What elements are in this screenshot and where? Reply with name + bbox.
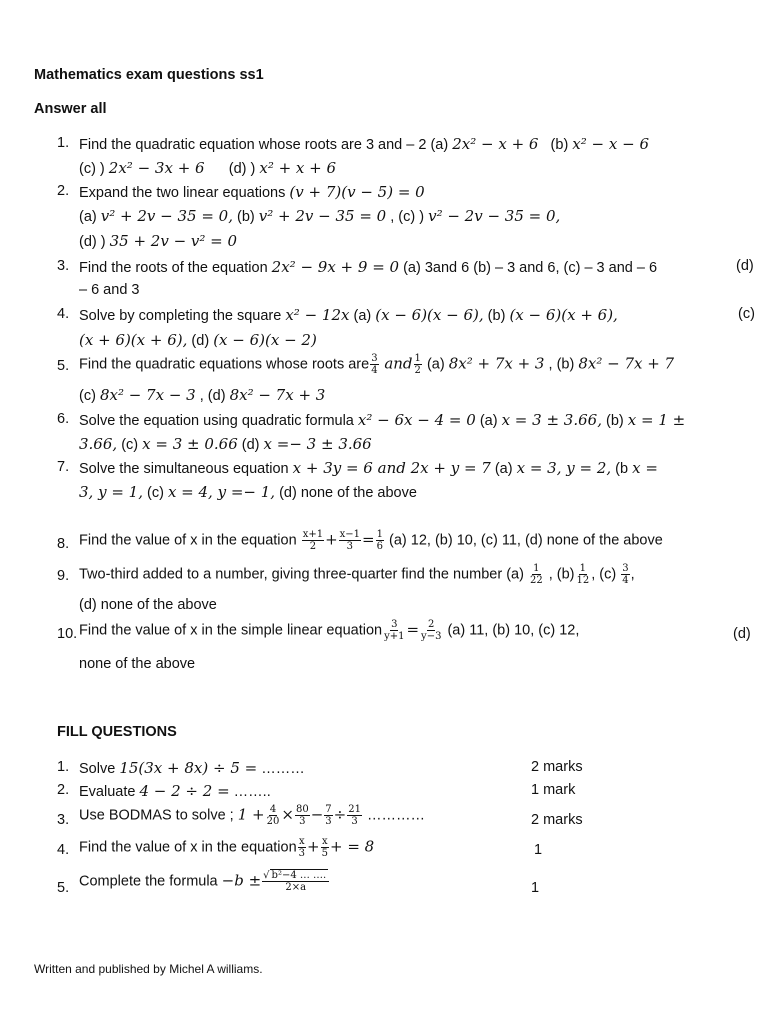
- question-4-label-d: (d): [187, 333, 214, 349]
- question-9-label-b: , (b): [544, 566, 575, 583]
- question-7-option-c: x = 4, y =− 1,: [167, 483, 276, 501]
- question-6: [79, 411, 685, 429]
- question-1-option-a: 2x² − x + 6: [452, 135, 539, 153]
- fraction-denominator: 3: [298, 848, 306, 859]
- fraction-numerator: 3: [391, 619, 398, 630]
- question-4: [79, 306, 618, 324]
- fraction-denominator: 3: [346, 541, 354, 552]
- question-4-option-c: (x + 6)(x + 6),: [79, 331, 188, 349]
- question-5-label-d: , (d): [195, 388, 230, 404]
- question-10-options: (a) 11, (b) 10, (c) 12,: [443, 622, 580, 639]
- question-7-text: Solve the simultaneous equation: [79, 461, 293, 477]
- fraction-numerator: 7: [325, 804, 332, 815]
- question-1-option-d: x² + x + 6: [259, 159, 337, 177]
- question-4-number: 4.: [57, 306, 70, 322]
- question-8-fraction-1: [302, 529, 324, 552]
- fill-1-text: Solve: [79, 761, 120, 777]
- question-7-option-b: x =: [632, 459, 658, 477]
- equals-sign: =: [406, 620, 420, 639]
- question-5-option-d: 8x² − 7x + 3: [229, 386, 326, 404]
- question-5-and: and: [379, 354, 413, 373]
- fill-5-marks: 1: [531, 880, 540, 896]
- fraction-numerator: x: [321, 836, 328, 847]
- question-2-label-c: , (c) ): [386, 209, 429, 225]
- question-6-number: 6.: [57, 411, 70, 427]
- question-9-fraction-b: [576, 563, 591, 586]
- question-10-label-d: (d): [733, 626, 751, 642]
- fill-3-fraction-4: [347, 804, 362, 827]
- fill-question-5: [79, 870, 330, 893]
- fill-2-text: Evaluate: [79, 784, 140, 800]
- question-9-text: Two-third added to a number, giving three-quarter find the number (a): [79, 566, 528, 583]
- fill-question-4: [79, 836, 374, 859]
- fraction-denominator: 3: [299, 816, 306, 827]
- fraction-numerator: 1: [414, 353, 421, 364]
- question-10-number: 10.: [57, 626, 78, 642]
- fraction-denominator: 4: [371, 365, 378, 376]
- fraction-numerator: 4: [269, 804, 277, 815]
- minus-sign: −: [310, 805, 324, 824]
- fill-4-expression-end: + = 8: [329, 837, 375, 856]
- question-3-text: Find the roots of the equation: [79, 260, 272, 276]
- question-4-label-a: (a): [349, 308, 376, 324]
- fraction-denominator: 2: [414, 365, 421, 376]
- question-7-option-a: x = 3, y = 2,: [516, 459, 612, 477]
- question-2-line-2: [79, 207, 560, 225]
- question-2-line-3: [79, 232, 237, 250]
- question-5-option-c: 8x² − 7x − 3: [99, 386, 196, 404]
- question-4-line-2: [79, 331, 317, 349]
- question-7-option-d: (d) none of the above: [275, 485, 417, 501]
- question-1-option-c: 2x² − 3x + 6: [108, 159, 205, 177]
- fraction-numerator: 21: [348, 804, 361, 815]
- divide-sign: ÷: [333, 805, 347, 824]
- question-6-label-b: (b): [601, 413, 628, 429]
- question-9-fraction-c: [621, 563, 629, 586]
- fraction-numerator: x+1: [302, 529, 324, 540]
- fill-5-expression: −b ±: [221, 871, 262, 890]
- question-1-number: 1.: [57, 135, 70, 151]
- question-2-text: Expand the two linear equations: [79, 185, 290, 201]
- fraction-numerator: 1: [579, 563, 587, 574]
- question-5-fraction-2: [414, 353, 422, 376]
- fraction-denominator: 3: [351, 816, 358, 827]
- question-4-label-b: (b): [483, 308, 510, 324]
- question-10-text: Find the value of x in the simple linear equation: [79, 622, 383, 639]
- question-6-label-a: (a): [475, 413, 502, 429]
- instruction: Answer all: [34, 101, 107, 117]
- fill-3-expression: 1 +: [237, 805, 265, 824]
- fill-3-fraction-3: [324, 804, 332, 827]
- question-8-number: 8.: [57, 536, 70, 552]
- fill-3-text: Use BODMAS to solve ;: [79, 807, 238, 824]
- question-3: [79, 258, 657, 276]
- fraction-denominator: 3: [325, 816, 332, 827]
- fill-3-marks: 2 marks: [531, 812, 583, 828]
- question-10-option-d: none of the above: [79, 656, 196, 672]
- question-2-number: 2.: [57, 183, 70, 199]
- question-8: [79, 529, 663, 552]
- fraction-numerator: 1: [533, 563, 540, 574]
- fill-1-expression: 15(3x + 8x) ÷ 5 =: [119, 759, 258, 777]
- question-7-number: 7.: [57, 459, 70, 475]
- question-3-number: 3.: [57, 258, 70, 274]
- question-5-label-c: (c): [79, 388, 100, 404]
- question-8-fraction-3: [376, 529, 384, 552]
- question-7-expression: x + 3y = 6 and 2x + y = 7: [292, 459, 491, 477]
- fill-2-expression: 4 − 2 ÷ 2 =: [139, 782, 230, 800]
- question-2-option-d: 35 + 2v − v² = 0: [109, 232, 238, 250]
- fill-4-text: Find the value of x in the equation: [79, 839, 297, 856]
- question-5-line-2: [79, 386, 325, 404]
- fill-question-2: [79, 782, 271, 800]
- question-3-option-d: – 6 and 3: [79, 282, 140, 298]
- question-9-number: 9.: [57, 568, 70, 584]
- fill-5-formula-fraction: [262, 870, 329, 893]
- question-4-option-d: (x − 6)(x − 2): [213, 331, 317, 349]
- question-1: [79, 135, 649, 153]
- fraction-denominator: 2×a: [285, 882, 307, 893]
- fraction-numerator: x: [299, 836, 305, 847]
- fill-3-fraction-1: [266, 804, 281, 827]
- question-2-option-c: v² − 2v − 35 = 0,: [428, 207, 561, 225]
- question-2-expression: (v + 7)(v − 5) = 0: [289, 183, 425, 201]
- question-4-text: Solve by completing the square: [79, 308, 286, 324]
- question-4-label-c: (c): [738, 306, 755, 322]
- fill-4-number: 4.: [57, 842, 70, 858]
- question-5-fraction-1: [370, 353, 378, 376]
- question-9-option-d: (d) none of the above: [79, 597, 217, 613]
- question-9-label-c: , (c): [591, 566, 621, 583]
- question-10-fraction-1: [383, 619, 405, 642]
- fill-4-marks: 1: [534, 842, 543, 858]
- question-2-label-d: (d) ): [79, 234, 110, 250]
- question-3-label-d: (d): [736, 258, 754, 274]
- fraction-denominator: 6: [376, 541, 383, 552]
- question-8-text: Find the value of x in the equation: [79, 532, 301, 549]
- question-6-expression: x² − 6x − 4 = 0: [357, 411, 476, 429]
- fraction-numerator: 3: [371, 353, 378, 364]
- question-6-option-b: x = 1 ±: [627, 411, 686, 429]
- fraction-denominator: 12: [576, 575, 590, 586]
- question-9-end: ,: [630, 566, 635, 583]
- fill-5-number: 5.: [57, 880, 70, 896]
- question-8-fraction-2: [339, 529, 361, 552]
- fill-1-number: 1.: [57, 759, 70, 775]
- fraction-numerator: √ b²−4 … ….: [262, 870, 329, 882]
- question-1-label-c: (c) ): [79, 161, 109, 177]
- fraction-denominator: y−3: [421, 631, 442, 642]
- fill-3-number: 3.: [57, 812, 70, 828]
- times-sign: ×: [281, 805, 294, 824]
- fraction-denominator: 20: [266, 816, 280, 827]
- question-6-option-b-cont: 3.66,: [79, 435, 118, 453]
- question-8-options: (a) 12, (b) 10, (c) 11, (d) none of the above: [385, 532, 663, 549]
- question-5-number: 5.: [57, 358, 70, 374]
- fill-3-fraction-2: [295, 804, 310, 827]
- question-6-label-c: (c): [117, 437, 143, 453]
- question-7-label-a: (a): [490, 461, 517, 477]
- fraction-numerator: 2: [428, 619, 435, 630]
- fraction-denominator: 5: [321, 848, 328, 859]
- fill-3-dots: …………: [362, 807, 425, 824]
- question-3-expression: 2x² − 9x + 9 = 0: [271, 258, 400, 276]
- question-5-label-a: (a): [422, 356, 449, 373]
- question-1-option-b: x² − x − 6: [572, 135, 649, 153]
- question-3-options: (a) 3and 6 (b) – 3 and 6, (c) – 3 and – 6: [399, 260, 658, 276]
- fraction-denominator: y+1: [384, 631, 405, 642]
- question-2-label-a: (a): [79, 209, 101, 225]
- fill-4-fraction-2: [321, 836, 329, 859]
- fraction-numerator: 1: [376, 529, 383, 540]
- question-6-line-2: [79, 435, 372, 453]
- question-6-option-a: x = 3 ± 3.66,: [501, 411, 602, 429]
- question-6-text: Solve the equation using quadratic formula: [79, 413, 358, 429]
- question-9-fraction-a: [529, 563, 544, 586]
- question-1-text: Find the quadratic equation whose roots are 3 and – 2 (a): [79, 137, 453, 153]
- fill-4-fraction-1: [298, 836, 306, 859]
- question-10-fraction-2: [420, 619, 442, 642]
- question-5-label-b: , (b): [544, 356, 579, 373]
- question-2-option-b: v² + 2v − 35 = 0: [258, 207, 387, 225]
- fill-5-text: Complete the formula: [79, 873, 222, 890]
- question-7: [79, 459, 658, 477]
- question-4-option-a: (x − 6)(x − 6),: [375, 306, 484, 324]
- plus-sign: +: [307, 837, 320, 856]
- question-6-label-d: (d): [237, 437, 264, 453]
- question-2-label-b: (b): [232, 209, 259, 225]
- question-6-option-c: x = 3 ± 0.66: [142, 435, 238, 453]
- question-2: [79, 183, 425, 201]
- fraction-denominator: 4: [622, 575, 629, 586]
- question-5-option-a: 8x² + 7x + 3: [448, 354, 545, 373]
- fraction-numerator: 80: [295, 804, 309, 815]
- question-4-expression: x² − 12x: [285, 306, 350, 324]
- question-1-line-2: [79, 159, 336, 177]
- question-2-option-a: v² + 2v − 35 = 0,: [100, 207, 233, 225]
- fill-questions-heading: FILL QUESTIONS: [57, 724, 177, 740]
- fill-2-number: 2.: [57, 782, 70, 798]
- question-4-option-b: (x − 6)(x + 6),: [509, 306, 618, 324]
- question-7-label-b: (b: [611, 461, 633, 477]
- fraction-numerator: x−1: [339, 529, 361, 540]
- plus-sign: +: [325, 530, 338, 549]
- fill-1-marks: 2 marks: [531, 759, 583, 775]
- fraction-denominator: 22: [529, 575, 543, 586]
- question-7-line-2: [79, 483, 417, 501]
- fill-question-3: [79, 804, 425, 827]
- fraction-denominator: 2: [309, 541, 317, 552]
- equals-sign: =: [362, 530, 375, 549]
- fill-question-1: [79, 759, 305, 777]
- question-5-option-b: 8x² − 7x + 7: [578, 354, 675, 373]
- footer-credit: Written and published by Michel A williams.: [34, 962, 263, 976]
- question-9: [79, 563, 635, 586]
- question-5: [79, 353, 674, 376]
- question-10: [79, 619, 579, 642]
- fraction-numerator: 3: [622, 563, 629, 574]
- fill-5-radicand: b²−4 … ….: [271, 870, 327, 881]
- fill-1-dots: ………: [257, 761, 305, 777]
- question-5-text: Find the quadratic equations whose roots are: [79, 356, 370, 373]
- fill-2-dots: ……..: [229, 784, 271, 800]
- question-7-label-c: (c): [142, 485, 168, 501]
- question-1-label-d: (d) ): [228, 161, 260, 177]
- question-6-option-d: x =− 3 ± 3.66: [263, 435, 372, 453]
- exam-title: Mathematics exam questions ss1: [34, 67, 264, 83]
- fill-2-marks: 1 mark: [531, 782, 576, 798]
- question-1-label-b: (b): [550, 137, 573, 153]
- question-7-option-b-cont: 3, y = 1,: [79, 483, 143, 501]
